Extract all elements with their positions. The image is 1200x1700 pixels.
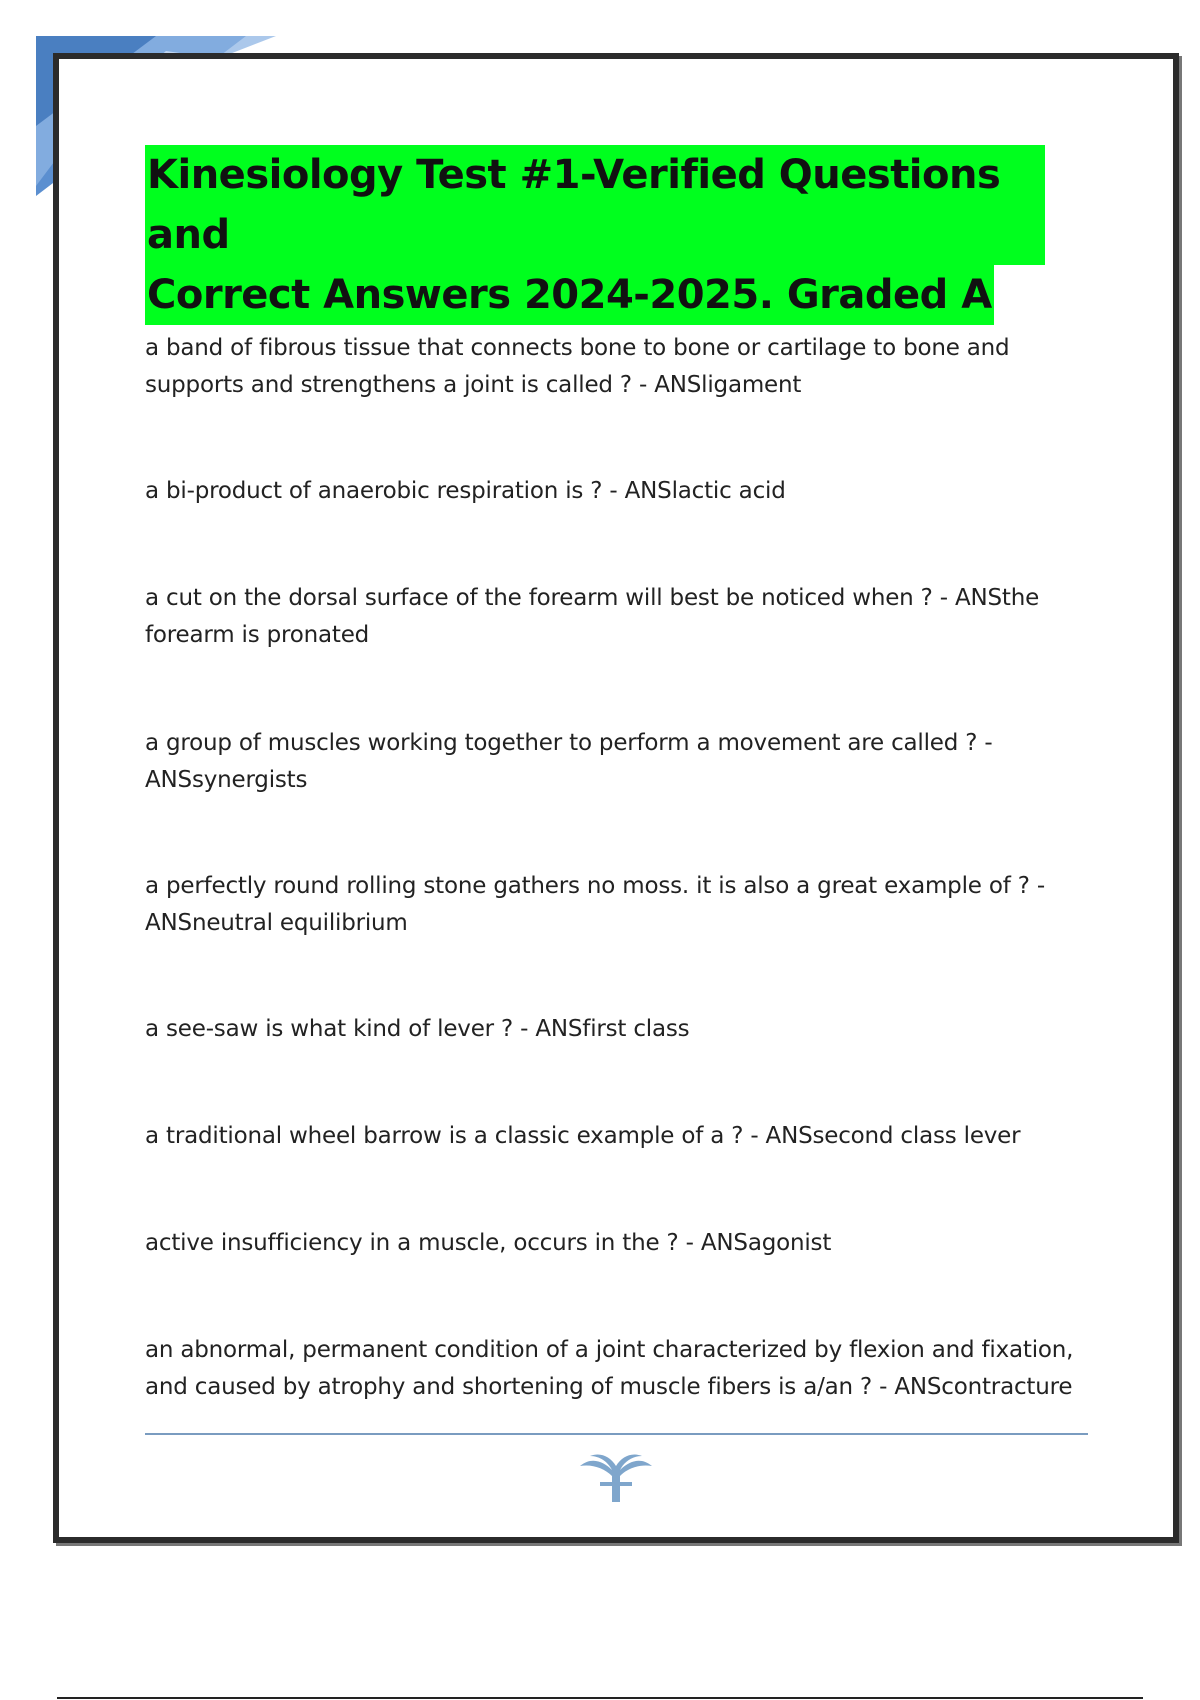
- qa-item-line: and caused by atrophy and shortening of muscle fibers is a/an ? - ANScontracture: [145, 1374, 1073, 1400]
- bottom-rule: [57, 1697, 1143, 1699]
- qa-item: [145, 725, 1105, 799]
- document-title: [145, 145, 1045, 325]
- fleur-ornament-icon: [578, 1452, 654, 1504]
- qa-item-line: a perfectly round rolling stone gathers no moss. it is also a great example of ? -: [145, 873, 1045, 899]
- qa-item-line: an abnormal, permanent condition of a joint characterized by flexion and fixation,: [145, 1337, 1074, 1363]
- qa-item: [145, 580, 1105, 654]
- qa-item-line: forearm is pronated: [145, 622, 370, 648]
- qa-item-line: a cut on the dorsal surface of the forearm will best be noticed when ? - ANSthe: [145, 585, 1040, 611]
- qa-item-line: ANSsynergists: [145, 767, 308, 793]
- qa-item: [145, 1332, 1105, 1406]
- title-line-2: Correct Answers 2024-2025. Graded A: [145, 265, 994, 325]
- title-line-1: Kinesiology Test #1-Verified Questions and: [145, 145, 1045, 265]
- qa-item: [145, 330, 1105, 404]
- qa-item: [145, 1011, 1105, 1048]
- qa-item-line: active insufficiency in a muscle, occurs in the ? - ANSagonist: [145, 1230, 832, 1256]
- qa-item-line: ANSneutral equilibrium: [145, 910, 408, 936]
- qa-item-line: a band of fibrous tissue that connects bone to bone or cartilage to bone and: [145, 335, 1010, 361]
- footer-divider: [145, 1433, 1088, 1435]
- qa-item-line: supports and strengthens a joint is called ? - ANSligament: [145, 372, 802, 398]
- qa-item-line: a group of muscles working together to perform a movement are called ? -: [145, 730, 993, 756]
- qa-item-line: a see-saw is what kind of lever ? - ANSfirst class: [145, 1016, 690, 1042]
- qa-item: [145, 1225, 1105, 1262]
- qa-item: [145, 1118, 1105, 1155]
- qa-item: [145, 868, 1105, 942]
- qa-item-line: a bi-product of anaerobic respiration is ? - ANSlactic acid: [145, 478, 786, 504]
- qa-item: [145, 473, 1105, 510]
- qa-item-line: a traditional wheel barrow is a classic example of a ? - ANSsecond class lever: [145, 1123, 1021, 1149]
